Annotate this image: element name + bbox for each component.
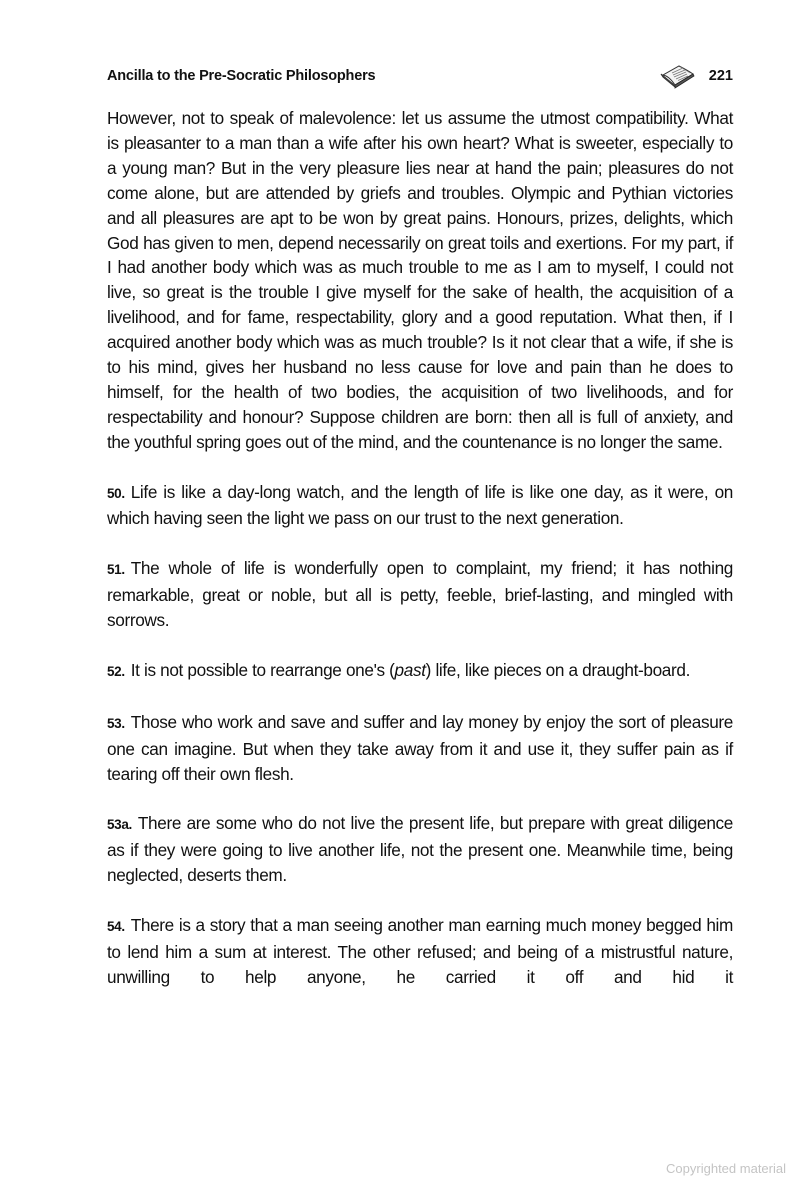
fragment-text-after: ) life, like pieces on a draught-board.: [425, 659, 691, 680]
fragment-text: There is a story that a man seeing another man earning much money begged him to lend him a sum at interest. The other refused; and being of a mistrustful nature, unwilling to help anyone, he carried it off and hid it: [107, 914, 733, 987]
open-book-icon: [659, 64, 697, 90]
fragment-text: The whole of life is wonderfully open to complaint, my friend; it has nothing remarkable, great or noble, but all is petty, feeble, brief-lasting, and mingled with sorrows.: [107, 558, 733, 631]
fragment-number: 53.: [107, 715, 125, 731]
fragment-number: 53a.: [107, 817, 132, 833]
copyright-watermark: Copyrighted material: [666, 1161, 786, 1176]
fragment-text: There are some who do not live the present life, but prepare with great diligence as if they were going to live another life, not the present one. Meanwhile time, being neglected, deserts them.: [107, 813, 733, 886]
fragment-50: [107, 480, 733, 532]
fragment-53a: [107, 811, 733, 888]
body-text: [107, 106, 733, 1015]
running-title: Ancilla to the Pre-Socratic Philosophers: [107, 68, 376, 84]
fragment-51: [107, 556, 733, 633]
fragment-text-before: It is not possible to rearrange one's (: [130, 659, 395, 680]
page-header: [107, 66, 733, 88]
fragment-52: [107, 658, 733, 685]
fragment-text-italic: past: [394, 659, 426, 680]
fragment-number: 51.: [107, 562, 125, 578]
fragment-53: [107, 710, 733, 787]
fragment-54: [107, 913, 733, 990]
paragraph-text: However, not to speak of malevolence: let us assume the utmost compatibility. What is pleasanter to a man than a wife after his own heart? What is sweeter, especially to a young man? But in the very pleasure lies near at hand the pain; pleasures do not come alone, but are attended by griefs and troubles. Olympic and Pythian victories and all pleasures are apt to be won by great pains. Honours, prizes, delights, which God has given to men, depend necessarily on great toils and exertions. For my part, if I had another body which was as much trouble to me as I am to myself, I could not live, so great is the trouble I give myself for the sake of health, the acquisition of a livelihood, and for fame, respectability, glory and a good reputation. What then, if I acquired another body which was as much trouble? Is it not clear that a wife, if she is to his mind, gives her husband no less cause for love and pain than he does to himself, for the health of two bodies, the acquisition of two livelihoods, and for respectability and honour? Suppose children are born: then all is full of anxiety, and the youthful spring goes out of the mind, and the countenance is no longer the same.: [107, 108, 733, 452]
page-number: 221: [708, 68, 733, 84]
fragment-text: Those who work and save and suffer and lay money by enjoy the sort of pleasure one can imagine. But when they take away from it and use it, they suffer pain as if tearing off their own flesh.: [107, 711, 733, 784]
fragment-number: 52.: [107, 663, 125, 679]
fragment-number: 54.: [107, 918, 125, 934]
fragment-text: Life is like a day-long watch, and the length of life is like one day, as it were, on which having seen the light we pass on our trust to the next generation.: [107, 481, 733, 529]
paragraph-continued: [107, 106, 733, 455]
fragment-number: 50.: [107, 485, 125, 501]
